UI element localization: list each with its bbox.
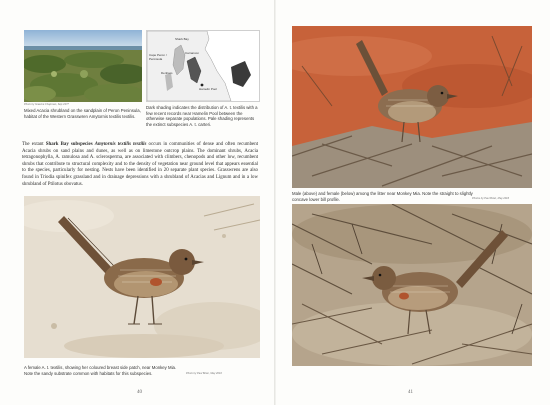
map-label-shark-bay: Shark Bay <box>175 37 189 41</box>
page-number-left: 40 <box>137 390 142 395</box>
map-label-carnarvon: Carnarvon <box>185 51 200 55</box>
right-photo-caption: Male (above) and female (below) among the litter near Monkey Mia. Note the straight to slightly concave lower bill profile. <box>292 191 473 202</box>
map-caption: Dark shading indicates the distribution of A. t. textilis with a few recent records near Hamelin Pool between the otherwise separate populations. Pale shading represents the extinct subspecies A. t. carteri. <box>146 105 258 127</box>
map-label-hamelin-pool: Hamelin Pool <box>199 87 217 91</box>
habitat-photo-credit: Photo by Graeme Chapman, Sep 1977 <box>24 103 69 106</box>
map-label-denham: Denham <box>161 71 173 75</box>
female-photo-credit: Photo by Paul Brian, May 2016 <box>186 372 222 375</box>
female-litter-photo-image <box>292 204 532 366</box>
map-label-peron: Cape Peron / Peninsula <box>149 53 167 61</box>
right-page <box>276 0 550 405</box>
body-text-part: occurs in communities of dense and often recumbent Acacia shrubs on sand plains and dunes, as well as on limestone outcrop plains. The dominant shrubs, Acacia tetragonophylla, A. ramulosa and A. sclerosperma, are associated with climbers, chenopods and other low, recumbent shrubs that contribute to structural complexity and to the density of vegetation near ground level that appears essential to the species, particularly for nesting. Nests have been identified in 20 separate plant species. Grasswrens are also found in Triodia spinifex grassland and in drainage depressions with a shrubland of Acacias and Lignum and in a low shrubland of Ptilotus obovatus. <box>22 142 259 187</box>
male-bird-photo-image <box>292 26 532 188</box>
body-text-part-species: Amytornis textilis textilis <box>94 142 147 147</box>
body-text-part-bold: Shark Bay subspecies <box>45 142 95 147</box>
right-photo-credit: Photos by Paul Brian, May 2016 <box>472 197 510 200</box>
distribution-map <box>146 30 260 102</box>
body-text-paragraph <box>22 142 258 188</box>
female-litter-photo <box>292 204 532 366</box>
body-text-part: The extant <box>22 142 46 147</box>
habitat-photo-caption: Mixed Acacia shrubland on the sandplain of Peron Peninsula, habitat of the Western Grasswren Amytornis textilis textilis. <box>24 108 141 119</box>
habitat-photo-image <box>24 30 142 102</box>
page-number-right: 41 <box>408 390 413 395</box>
left-page <box>0 0 274 405</box>
female-bird-photo <box>24 196 260 358</box>
female-photo-caption: A female A. t. textilis, showing her coloured breast side patch, near Monkey Mia. Note the sandy substrate common with habitats for this subspecies. <box>24 365 177 376</box>
habitat-photo <box>24 30 142 102</box>
male-bird-photo <box>292 26 532 188</box>
female-bird-photo-image <box>24 196 260 358</box>
